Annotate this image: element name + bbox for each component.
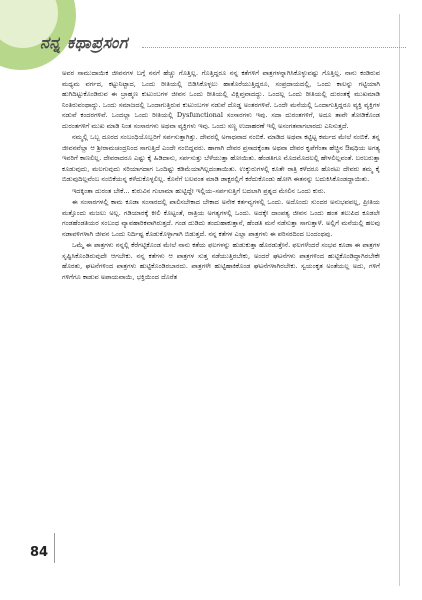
page-number-rule <box>54 533 55 563</box>
running-header-title: ನನ್ನ ಕಥಾಪ್ರಸಂಗ <box>40 33 128 52</box>
body-text-block <box>62 68 380 568</box>
paragraph-2: ನಮ್ಮಲ್ಲಿ ಒಬ್ಬ ದೂರದ ಸಂಬಂಧಿಯೊಬ್ಬರಿಗೆ ಸರ್ಪಸುತ್ತಾಗಿತ್ತು. ದೇವರಲ್ಲಿ ಅಗಾಧವಾದ ನಂಬಿಕೆ. ಮಾಡಿದ ಅಥವಾ ಕಟ್ಟಿಟ್ಟ ಕರ್ಮದ ಮೇಲೆ ನಂಬಿಕೆ. ತನ್ನ ಜೀವನವೆಲ್ಲಾ ಆ ಶ್ರೀರಾಮಚಂದ್ರನಿಂದ ಸಾಗುತ್ತಿದೆ ಎಂದೇ ನಂಬಿದ್ದವರು. ಹಾಗಾಗಿ ದೇವರ ಪ್ರಸಾದಕ್ಕೆಂತಾ ಅಥವಾ ದೇವರ ಕೃಪೆಗೆಂತಾ ಹೆಚ್ಚಿನ ಔಷಧಿಯ ಅಗತ್ಯ ಇವರಿಗೆ ಕಾಣಲಿಲ್ಲ. ದೇವರಾದರೂ ಎಷ್ಟು ಕೈ ಹಿಡಿದಾನು, ಸರ್ಪಸುತ್ತು ಬೆಳೆಯುತ್ತಾ ಹೋಯಿತು. ಹೆಂಡತಿಗೂ ಮೊದಮೊದಲಲ್ಲಿ ಹೇಳಲಿಲ್ಲವಂತೆ. ಬರಬರುತ್ತಾ ಕೂಡುವುದು, ಮಲಗುವುದು ಸರಿಯಾಗದಾಗ ಒಂದಿಷ್ಟು ಕಡಿಮೆಯಾಗಿಲ್ಲದಂತಾಯಿತು. ಉಕ್ಕುರುಗಳಲ್ಲಿ ಕೂತೇ ರಾತ್ರಿ ಕಳೆದರೂ ಹೊರಟು ದೇವರು ತಮ್ಮ ಕೈ ಬಿಡುವುದಿಲ್ಲವೆಂಬ ನಂಬಿಕೆಯನ್ನ ಕಳೆದುಕೊಳ್ಳಲಿಲ್ಲ. ಕೊನೆಗೆ ಬಲವಂತ ಮಾಡಿ ಡಾಕ್ಟರಲ್ಲಿಗೆ ಕರೆದುಕೊಂಡು ಹೋಗಿ ಈತನನ್ನು ಬದುಕಿಸಿಕೊಂಡದ್ದಾಯಿತು. <box>62 133 380 183</box>
paragraph-4: ಈ ಸಂಸಾರಗಳಲ್ಲಿ ಕಾಮ ಕೂಡಾ ಸಂಸಾರದಲ್ಲಿ ಪಾಲಿಸಬೇಕಾದ ಬೇಕಾದ ಅನೇಕ ಕರ್ತವ್ಯಗಳಲ್ಲಿ ಒಂದು. ಅದೊಂದು ಸುಂದರ ಅನುಭವವಲ್ಲ, ಪ್ರೀತಿಯ ಮತ್ತೊಂದು ಮಜಲು ಅಲ್ಲ. ಗಡಿಯಾರಕ್ಕೆ ಕೀಲಿ ಕೊಟ್ಟಂತೆ, ರಾತ್ರಿಯ ಅಗತ್ಯಗಳಲ್ಲಿ ಒಂದು. ಅದಕ್ಕೇ ದಾಂಪತ್ಯ ಜೀವನ ಒಂದು ಹಂತ ತಲುಪಿದ ಕೂಡಲೇ ಗಂಡಹೆಂಡತಿಯರ ಸಂಬಂಧ ವ್ಯಾವಹಾರಿಕವಾಗಿರುತ್ತದೆ. ಗಂಡ ದುಡಿದು ತಂದುಹಾಕುತ್ತಾನೆ, ಹೆಂಡತಿ ಮನೆ ನಡೆಸುತ್ತಾ ಸಾಗುತ್ತಾಳೆ. ಅಲ್ಲಿಗೆ ಮನೆಯಲ್ಲಿ ಹಲವು ನಡಾವಳಿಗಳಾಗಿ ಜೀವನ ಒಂದು ನಿರ್ದಿಷ್ಟ ಕೊಡುಕೊಳ್ಳಾಗಾಗಿ ಬಿಡುತ್ತದೆ. ನನ್ನ ಕತೆಗಳ ಎಲ್ಲಾ ಪಾತ್ರಗಳು ಈ ಪರಿಸರದಿಂದ ಬಂದಂಥವು. <box>62 198 380 238</box>
header-dotted-rule <box>142 47 406 48</box>
paragraph-5: ಒಮ್ಮೆ ಈ ಪಾತ್ರಗಳು ನನ್ನಲ್ಲಿ ಕೆರೆಗಟ್ಟಿಕೊಂಡ ಮೇಲೆ ನಾನು ಕತೆಯ ಫಲಗಳನ್ನು ಹುಡುಕುತ್ತಾ ಹೊರಡುತ್ತೇನೆ. ಫಲಗಳೆಂದರೆ ಸಂಭವ ಕೂಡಾ ಈ ಪಾತ್ರಗಳ ಸೃಷ್ಟಿಸಿಕೊಂಡಿರುವುದೇ ಆಗಬೇಕು. ನನ್ನ ಕತೆಗಳು ಆ ಪಾತ್ರಗಳ ಸುತ್ತ ನಡೆಯುತ್ತಿರಬೇಕು, ಅಂದರೆ ಘಟನೆಗಳು ಪಾತ್ರಗಳಿಂದ ಹುಟ್ಟಿಕೊಂಡಿದ್ದಾಗಿರಬೇಕೇ ಹೊರತು, ಘಟನೆಗಳಿಂದ ಪಾತ್ರಗಳು ಹುಟ್ಟಿಕೊಂಡಿರಬಾರದು. ಪಾತ್ರಗಳೇ ಹುಟ್ಟಿಹಾಕಿಕೊಂಡ ಘಟನೆಗಳಾಗಿರಬೇಕು. ಸ್ವಯಂಕೃತ ಅಂತೆಯಲ್ಲ ಅದು, ಗಳಿಗೆ ಗಳಿಗೆಗೂ ಕಾಡುವ ಅಪಾಯವಾಯಿ, ಭಕ್ತಿಯಿಂದ ದೊರೆತ <box>62 241 380 281</box>
paragraph-1: ಅವರ ಸಾಮುದಾಯಿಕ ಜೀವನಗಳ ಬಗ್ಗೆ ನನಗೆ ಹೆಚ್ಚು ಗೊತ್ತಿಲ್ಲ. ಗೊತ್ತಿದ್ದರೂ ನನ್ನ ಕತೆಗಳಿಗೆ ಪಾತ್ರಗಳನ್ನಾಗಿಸಿಕೊಳ್ಳುವಷ್ಟು ಗೊತ್ತಿಲ್ಲ. ನಾನು ಕಂಡಿರುವ ಮಧ್ಯಮ ವರ್ಗದ, ಕಟ್ಟುನಿಟ್ಟಾದ, ಒಂದು ರೀತಿಯಲ್ಲಿ ಬಿಡಿಸಿಕೊಳ್ಳಲು ಹಾತೊರೆಯುತ್ತಿದ್ದರೂ, ಸಂಪ್ರದಾಯದಲ್ಲಿ, ಒಂದು ಕಾಲನ್ನು ಗಟ್ಟಿಯಾಗಿ ಹುಗಿದಿಟ್ಟುಕೊಂಡಿರುವ ಈ ಬ್ರಾಹ್ಮಣ ಕುಟುಂಬಗಳ ಜೀವನ ಒಂದು ರೀತಿಯಲ್ಲಿ ವಿಕ್ಷಿಪ್ತವಾದದ್ದು. ಒಂದಲ್ಲ ಒಂದು ರೀತಿಯಲ್ಲಿ ದುರಂತಕ್ಕೆ ಮುಖಮಾಡಿ ನಿಂತಿರುವಂಥಾದ್ದು. ಒಂದು ಸಮಾಜದಲ್ಲಿ ಒಂದಾಗುತ್ತಿರುವ ಕುಟುಂಬಗಳ ನಡುವೆ ದೊಡ್ಡ ಅಂತರಗಳಿವೆ. ಒಂದೇ ಮನೆಯಲ್ಲಿ ಒಂದಾಗುತ್ತಿದ್ದರೂ ವ್ಯಕ್ತಿ ವ್ಯಕ್ತಿಗಳ ನಡುವೆ ಕಂದರಗಳಿವೆ. ಒಂದಲ್ಲಾ ಒಂದು ರೀತಿಯಲ್ಲಿ Dysfunctional ಸಂಸಾರಗಳು ಇವು. ಸದಾ ದುರಂತಗಳಿಗೆ, ಅದೂ ತಾವೇ ತೋಡಿಕೊಂಡ ದುರಂತಗಳಿಗೆ ಮುಖ ಮಾಡಿ ನಿಂತ ಸಂಸಾರಗಳು ಅಥವಾ ವ್ಯಕ್ತಿಗಳು ಇವು. ಒಂದು ಸಣ್ಣ ಉದಾಹರಣೆ ಇಲ್ಲಿ ಅಸಂಗತವಾಗಲಾರದು ಎನಿಸುತ್ತದೆ. <box>62 69 380 130</box>
page-right-border <box>399 14 406 586</box>
paragraph-3: ಇದಕ್ಕಿಂತಾ ದುರಂತ ಬೇಕೆ... ಕುರುವಿನ ಗುಲಾಮಾ ಹುಟ್ಟಿದ್ದೇ ಇಲ್ಲಿಯ–ಸರ್ಪಸುತ್ತಿಗೆ ಬದಲಾಗಿ ಪ್ರಶ್ನದ ಮೇಲಿನ ಒಂದು ಕುರು. <box>72 186 326 195</box>
page-number: 84 <box>30 545 49 560</box>
